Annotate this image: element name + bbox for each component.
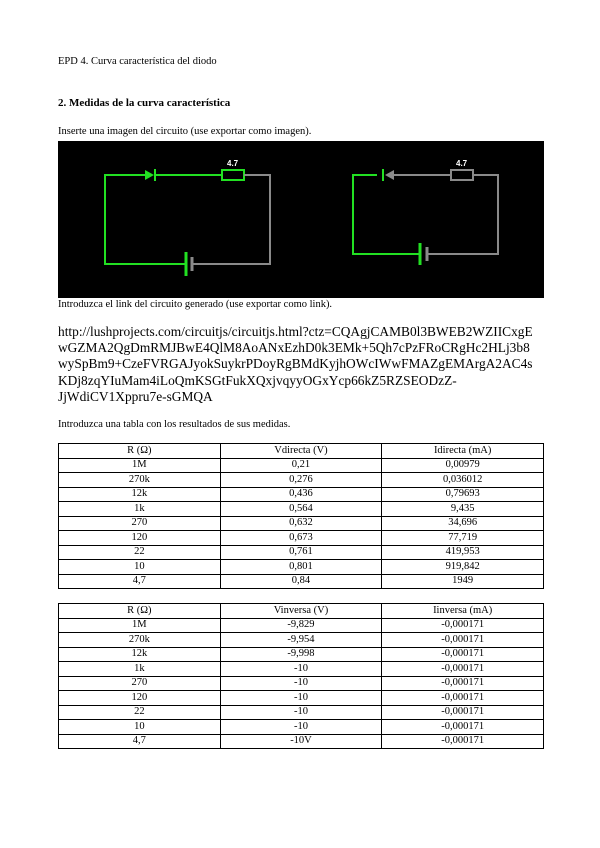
cell-voltage: 0,761 — [220, 545, 382, 560]
table-row — [59, 574, 544, 589]
header-resistance: R (Ω) — [59, 444, 221, 459]
section-title: 2. Medidas de la curva característica — [58, 97, 231, 109]
cell-resistance: 10 — [59, 560, 221, 575]
cell-voltage: -10 — [220, 705, 382, 720]
cell-voltage: 0,801 — [220, 560, 382, 575]
cell-voltage: 0,436 — [220, 487, 382, 502]
header-iinversa: Iinversa (mA) — [382, 604, 544, 619]
forward-wire-right — [192, 175, 270, 264]
reverse-wire-right — [428, 175, 498, 254]
table-row — [59, 618, 544, 633]
cell-resistance: 120 — [59, 691, 221, 706]
cell-current: -0,000171 — [382, 618, 544, 633]
table-row — [59, 531, 544, 546]
cell-voltage: 0,84 — [220, 574, 382, 589]
table-row — [59, 720, 544, 735]
instruction-image: Inserte una imagen del circuito (use exportar como imagen). — [58, 126, 312, 137]
cell-current: -0,000171 — [382, 691, 544, 706]
cell-resistance: 22 — [59, 705, 221, 720]
cell-current: -0,000171 — [382, 705, 544, 720]
cell-resistance: 10 — [59, 720, 221, 735]
instruction-link: Introduzca el link del circuito generado (use exportar como link). — [58, 299, 333, 310]
inverse-measurements-table — [58, 603, 544, 749]
circuit-image — [58, 141, 544, 298]
circuit-link-line[interactable]: wGZMA2QgDmRMJBwE4QlM8AoANxEzhD0k3EMk+5Qh7cPzFRoCRgHc2HLj3b8 — [58, 340, 530, 356]
cell-voltage: -10 — [220, 662, 382, 677]
cell-resistance: 12k — [59, 647, 221, 662]
header-vinversa: Vinversa (V) — [220, 604, 382, 619]
circuit-link-line[interactable]: wySpBm9+CzeFVRGAJyokSuykrPDoyRgBMdKyjhOWcIWwFMAZgEMArgA2AC4s — [58, 356, 533, 372]
table-row — [59, 662, 544, 677]
cell-current: 34,696 — [382, 516, 544, 531]
cell-resistance: 270k — [59, 473, 221, 488]
cell-resistance: 4,7 — [59, 734, 221, 749]
circuit-link-line[interactable]: http://lushprojects.com/circuitjs/circuitjs.html?ctz=CQAgjCAMB0l3BWEB2WZIICxgE — [58, 324, 533, 339]
cell-current: 1949 — [382, 574, 544, 589]
cell-resistance: 1k — [59, 502, 221, 517]
cell-voltage: 0,564 — [220, 502, 382, 517]
cell-resistance: 270 — [59, 516, 221, 531]
table-row — [59, 487, 544, 502]
cell-voltage: -9,829 — [220, 618, 382, 633]
table-header-row — [59, 444, 544, 459]
cell-voltage: 0,632 — [220, 516, 382, 531]
cell-voltage: -10 — [220, 691, 382, 706]
table-row — [59, 633, 544, 648]
circuit-link-line[interactable]: JjWdiCV1Xppru7e-sGMQA — [58, 388, 213, 404]
header-vdirecta: Vdirecta (V) — [220, 444, 382, 459]
cell-current: 0,79693 — [382, 487, 544, 502]
cell-current: -0,000171 — [382, 734, 544, 749]
forward-wire-left — [105, 175, 186, 264]
header-idirecta: Idirecta (mA) — [382, 444, 544, 459]
table-row — [59, 734, 544, 749]
circuit-link-line[interactable]: KDj8zqYIuMam4iLoQmKSGtFukXQxjvqyyOGxYcp66kZ5RZSEODzZ- — [58, 372, 457, 388]
reverse-wire-left — [353, 175, 420, 254]
table-row — [59, 458, 544, 473]
table-row — [59, 502, 544, 517]
resistor-right-label: 4.7 — [456, 159, 468, 168]
cell-current: -0,000171 — [382, 676, 544, 691]
cell-voltage: 0,276 — [220, 473, 382, 488]
resistor-right-icon — [451, 170, 473, 180]
cell-current: -0,000171 — [382, 720, 544, 735]
cell-resistance: 4,7 — [59, 574, 221, 589]
cell-resistance: 1M — [59, 458, 221, 473]
cell-current: -0,000171 — [382, 647, 544, 662]
cell-voltage: -10V — [220, 734, 382, 749]
header-resistance: R (Ω) — [59, 604, 221, 619]
cell-current: -0,000171 — [382, 633, 544, 648]
direct-measurements-table — [58, 443, 544, 589]
resistor-left-label: 4.7 — [227, 159, 239, 168]
table-row — [59, 473, 544, 488]
cell-current: 77,719 — [382, 531, 544, 546]
cell-current: 0,00979 — [382, 458, 544, 473]
cell-resistance: 270k — [59, 633, 221, 648]
forward-circuit — [105, 159, 270, 276]
cell-current: -0,000171 — [382, 662, 544, 677]
cell-resistance: 270 — [59, 676, 221, 691]
circuit-link[interactable] — [58, 324, 548, 405]
cell-voltage: -9,998 — [220, 647, 382, 662]
table-row — [59, 545, 544, 560]
cell-voltage: 0,673 — [220, 531, 382, 546]
table-row — [59, 691, 544, 706]
table-row — [59, 705, 544, 720]
cell-voltage: -9,954 — [220, 633, 382, 648]
diode-forward-icon — [145, 170, 154, 180]
cell-resistance: 120 — [59, 531, 221, 546]
cell-current: 919,842 — [382, 560, 544, 575]
table-row — [59, 676, 544, 691]
cell-resistance: 1k — [59, 662, 221, 677]
cell-resistance: 22 — [59, 545, 221, 560]
resistor-left-icon — [222, 170, 244, 180]
instruction-table: Introduzca una tabla con los resultados de sus medidas. — [58, 419, 291, 430]
cell-resistance: 1M — [59, 618, 221, 633]
table-row — [59, 647, 544, 662]
cell-current: 0,036012 — [382, 473, 544, 488]
cell-current: 419,953 — [382, 545, 544, 560]
cell-voltage: -10 — [220, 676, 382, 691]
cell-voltage: -10 — [220, 720, 382, 735]
table-row — [59, 560, 544, 575]
reverse-circuit — [353, 159, 498, 265]
cell-resistance: 12k — [59, 487, 221, 502]
circuit-diagram — [58, 141, 544, 298]
table-row — [59, 516, 544, 531]
document-header: EPD 4. Curva característica del diodo — [58, 56, 217, 67]
cell-voltage: 0,21 — [220, 458, 382, 473]
diode-reverse-icon — [385, 170, 394, 180]
cell-current: 9,435 — [382, 502, 544, 517]
table-header-row — [59, 604, 544, 619]
